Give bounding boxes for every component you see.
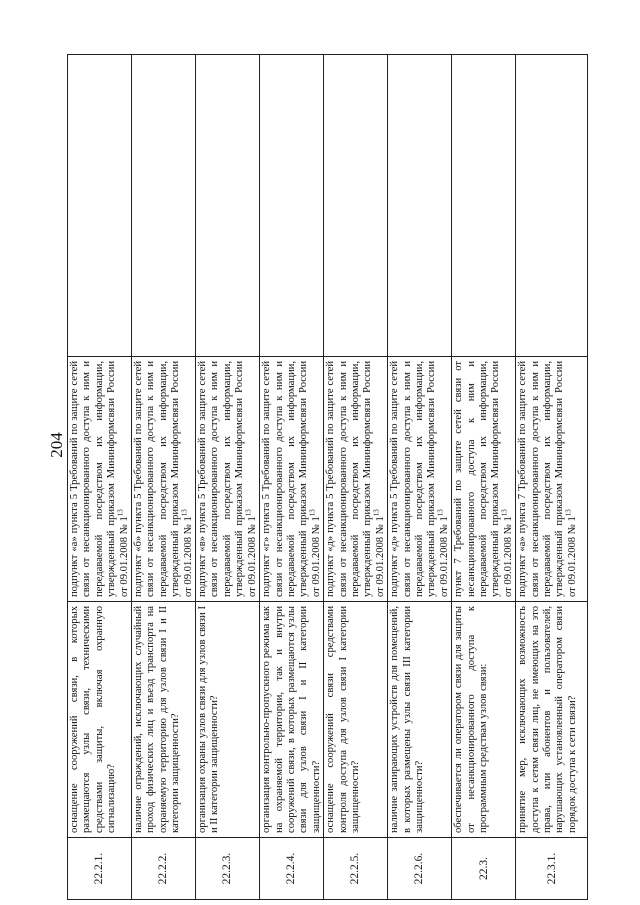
footnote-mark: 13 [308, 509, 317, 517]
row-question: наличие ограждений, исключающих случайный проход физических лиц и въезд транспорта на охраняемую территорию для узлов связи I и II категории защищенности? [132, 602, 196, 838]
reference-text: подпункт «д» пункта 5 Требований по защите сетей связи от несанкционированного доступа к ним и передаваемой посредством их информации, утвержденный приказом Мининформсвязи России от 09.01.2008 № 1 [325, 361, 386, 597]
row-number: 22.2.5. [324, 838, 388, 900]
table-row [68, 55, 132, 900]
reference-text: подпункт «б» пункта 5 Требований по защите сетей связи от несанкционированного доступа к ним и передаваемой посредством их информации, утвержденный приказом Мининформсвязи России от 09.01.2008 № 1 [133, 361, 194, 597]
row-number: 22.2.3. [196, 838, 260, 900]
row-reference [132, 357, 196, 602]
row-empty-cell [260, 55, 324, 357]
row-reference [260, 357, 324, 602]
reference-text: подпункт «г» пункта 5 Требований по защите сетей связи от несанкционированного доступа к ним и передаваемой посредством их информации, утвержденный приказом Мининформсвязи России от 09.01.2008 № 1 [261, 361, 322, 597]
row-number: 22.3. [452, 838, 516, 900]
row-question: организация контрольно-пропускного режима как на охраняемой территории, так и внутри сооружений связи, в которых размещаются узлы связи для узлов связи I и II категории защищенности? [260, 602, 324, 838]
table-row [260, 55, 324, 900]
table-row [388, 55, 452, 900]
footnote-mark: 13 [244, 509, 253, 517]
table-row [324, 55, 388, 900]
row-question: принятие мер, исключающих возможность доступа к сетям связи лиц, не имеющих на это права, или абонентов и пользователей, нарушающих установленный оператором связи порядок доступа к сети связи? [516, 602, 588, 838]
reference-text: подпункт «в» пункта 5 Требований по защите сетей связи от несанкционированного доступа к ним и передаваемой посредством их информации, утвержденный приказом Мининформсвязи России от 09.01.2008 № 1 [197, 361, 258, 597]
row-number: 22.2.6. [388, 838, 452, 900]
row-question: наличие запирающих устройств для помещений, в которых размещены узлы связи III категории защищенности? [388, 602, 452, 838]
reference-text: подпункт «а» пункта 7 Требований по защите сетей связи от несанкционированного доступа к ним и передаваемой посредством их информации, утвержденный приказом Мининформсвязи России от 09.01.2008 № 1 [517, 361, 578, 597]
table-row [452, 55, 516, 900]
footnote-mark: 13 [372, 509, 381, 517]
row-reference [68, 357, 132, 602]
row-reference [388, 357, 452, 602]
row-question: оснащение сооружений связи средствами контроля доступа для узлов связи I категории защищенности? [324, 602, 388, 838]
row-empty-cell [68, 55, 132, 357]
row-number: 22.2.4. [260, 838, 324, 900]
reference-text: подпункт «д» пункта 5 Требований по защите сетей связи от несанкционированного доступа к ним и передаваемой посредством их информации, утвержденный приказом Мининформсвязи России от 09.01.2008 № 1 [389, 361, 450, 597]
row-empty-cell [132, 55, 196, 357]
row-number: 22.3.1. [516, 838, 588, 900]
table-row [196, 55, 260, 900]
row-empty-cell [324, 55, 388, 357]
row-reference [324, 357, 388, 602]
reference-text: пункт 7 Требований по защите сетей связи от несанкционированного доступа к ним и передаваемой посредством их информации, утвержденный приказом Мининформсвязи России от 09.01.2008 № 1 [453, 361, 514, 597]
row-question: обеспечивается ли оператором связи для защиты от несанкционированного доступа к программным средствам узлов связи: [452, 602, 516, 838]
row-question: оснащение сооружений связи, в которых размещаются узлы связи, техническими средствами защиты, включая охранную сигнализацию? [68, 602, 132, 838]
table-row [516, 55, 588, 900]
row-empty-cell [196, 55, 260, 357]
row-empty-cell [388, 55, 452, 357]
row-question: организация охраны узлов связи для узлов связи I и II категории защищенности? [196, 602, 260, 838]
row-reference [516, 357, 588, 602]
row-reference [196, 357, 260, 602]
requirements-table [67, 54, 588, 900]
footnote-mark: 13 [500, 509, 509, 517]
row-empty-cell [516, 55, 588, 357]
row-number: 22.2.2. [132, 838, 196, 900]
table-row [132, 55, 196, 900]
row-number: 22.2.1. [68, 838, 132, 900]
footnote-mark: 13 [564, 509, 573, 517]
page-number: 204 [47, 432, 66, 458]
footnote-mark: 13 [116, 509, 125, 517]
footnote-mark: 13 [436, 509, 445, 517]
reference-text: подпункт «а» пункта 5 Требований по защите сетей связи от несанкционированного доступа к ним и передаваемой посредством их информации, утвержденный приказом Мининформсвязи России от 09.01.2008 № 1 [69, 361, 130, 597]
row-reference [452, 357, 516, 602]
row-empty-cell [452, 55, 516, 357]
footnote-mark: 13 [180, 509, 189, 517]
